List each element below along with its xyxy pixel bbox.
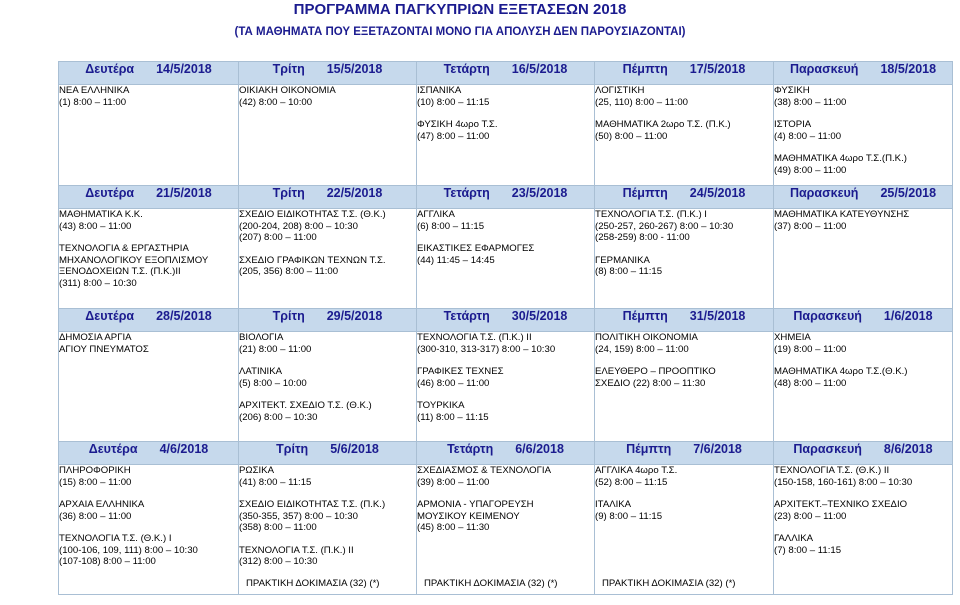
week-exams-row bbox=[59, 85, 953, 186]
subject-name: ΤΕΧΝΟΛΟΓΙΑ Τ.Σ. (Π.Κ.) Ι bbox=[595, 209, 707, 220]
exam-subject bbox=[239, 400, 416, 423]
week-exams-row bbox=[59, 332, 953, 442]
exam-schedule-table bbox=[58, 61, 953, 595]
day-header bbox=[774, 62, 953, 85]
week-exams-row bbox=[59, 465, 953, 595]
exam-subject bbox=[59, 533, 238, 568]
subject-detail: (5) 8:00 – 10:00 bbox=[239, 377, 307, 389]
exam-subject bbox=[59, 332, 238, 355]
subject-detail: (258-259) 8:00 - 11:00 bbox=[595, 232, 690, 243]
practical-test-note: ΠΡΑΚΤΙΚΗ ΔΟΚΙΜΑΣΙΑ (32) (*) bbox=[424, 577, 558, 589]
day-date: 24/5/2018 bbox=[689, 186, 746, 200]
subject-detail: (24, 159) 8:00 – 11:00 bbox=[595, 343, 689, 355]
exam-subject bbox=[417, 499, 594, 534]
exam-subject bbox=[595, 209, 773, 244]
day-date: 6/6/2018 bbox=[515, 442, 564, 456]
subject-detail: (39) 8:00 – 11:00 bbox=[417, 476, 490, 488]
subject-name: ΤΕΧΝΟΛΟΓΙΑ Τ.Σ. (Θ.Κ.) ΙΙ bbox=[774, 465, 890, 476]
exam-subject bbox=[595, 499, 773, 522]
day-date: 14/5/2018 bbox=[156, 62, 212, 76]
day-date: 21/5/2018 bbox=[156, 186, 212, 200]
subject-detail: (41) 8:00 – 11:15 bbox=[239, 476, 312, 488]
day-date: 15/5/2018 bbox=[326, 62, 383, 76]
subject-name: ΧΗΜΕΙΑ bbox=[774, 332, 811, 343]
page-title: ΠΡΟΓΡΑΜΜΑ ΠΑΓΚΥΠΡΙΩΝ ΕΞΕΤΑΣΕΩΝ 2018 bbox=[293, 1, 627, 18]
day-header bbox=[417, 309, 595, 332]
exam-subject bbox=[417, 400, 594, 423]
week-header-row bbox=[59, 442, 953, 465]
exam-subject bbox=[59, 243, 238, 289]
subject-detail: ΣΧΕΔΙΟ (22) 8:00 – 11:30 bbox=[595, 377, 706, 389]
subject-detail: (47) 8:00 – 11:00 bbox=[417, 130, 490, 142]
day-exams-cell bbox=[59, 85, 239, 186]
subject-detail: (7) 8:00 – 11:15 bbox=[774, 544, 842, 556]
exam-subject bbox=[595, 119, 773, 142]
subject-name: ΤΕΧΝΟΛΟΓΙΑ Τ.Σ. (Π.Κ.) ΙΙ bbox=[239, 544, 354, 556]
subject-name: ΛΑΤΙΝΙΚΑ bbox=[239, 366, 283, 377]
page-subtitle: (ΤΑ ΜΑΘΗΜΑΤΑ ΠΟΥ ΕΞΕΤΑΖΟΝΤΑΙ ΜΟΝΟ ΓΙΑ ΑΠΟΛΥΣΗ ΔΕΝ ΠΑΡΟΥΣΙΑΖΟΝΤΑΙ) bbox=[234, 26, 686, 38]
exam-subject bbox=[417, 119, 594, 142]
exam-subject bbox=[774, 85, 952, 108]
day-date: 17/5/2018 bbox=[689, 62, 746, 76]
subject-detail: (107-108) 8:00 – 11:00 bbox=[59, 556, 156, 567]
subject-detail: (19) 8:00 – 11:00 bbox=[774, 343, 847, 355]
exam-subject bbox=[417, 332, 594, 355]
day-name: Παρασκευή bbox=[793, 309, 862, 323]
day-date: 1/6/2018 bbox=[883, 309, 933, 323]
day-date: 23/5/2018 bbox=[511, 186, 568, 200]
day-date: 22/5/2018 bbox=[326, 186, 383, 200]
subject-name: ΙΣΠΑΝΙΚΑ bbox=[417, 85, 462, 96]
subject-name: ΤΟΥΡΚΙΚΑ bbox=[417, 400, 465, 411]
exam-subject bbox=[417, 465, 594, 488]
subject-name: ΠΛΗΡΟΦΟΡΙΚΗ bbox=[59, 465, 131, 476]
exam-subject bbox=[239, 465, 416, 488]
subject-name: ΑΓΓΛΙΚΑ bbox=[417, 209, 455, 220]
subject-name: ΜΑΘΗΜΑΤΙΚΑ ΚΑΤΕΥΘΥΝΣΗΣ bbox=[774, 209, 910, 220]
subject-detail: (9) 8:00 – 11:15 bbox=[595, 510, 663, 522]
day-name: Τρίτη bbox=[272, 62, 305, 76]
subject-detail: (4) 8:00 – 11:00 bbox=[774, 130, 842, 142]
exam-subject bbox=[774, 366, 952, 389]
subject-name: ΑΡΧΙΤΕΚΤ.–ΤΕΧΝΙΚΟ ΣΧΕΔΙΟ bbox=[774, 499, 908, 510]
day-exams-cell bbox=[774, 465, 953, 595]
subject-name: ΓΡΑΦΙΚΕΣ ΤΕΧΝΕΣ bbox=[417, 366, 504, 377]
day-exams-cell bbox=[239, 85, 417, 186]
subject-detail: (52) 8:00 – 11:15 bbox=[595, 476, 668, 488]
subject-detail: (311) 8:00 – 10:30 bbox=[59, 277, 137, 289]
subject-name: ΣΧΕΔΙΟ ΕΙΔΙΚΟΤΗΤΑΣ Τ.Σ. (Π.Κ.) bbox=[239, 499, 386, 510]
subject-detail: (23) 8:00 – 11:00 bbox=[774, 510, 847, 522]
day-header bbox=[59, 62, 239, 85]
day-header bbox=[59, 186, 239, 209]
day-date: 16/5/2018 bbox=[511, 62, 568, 76]
day-date: 18/5/2018 bbox=[880, 62, 937, 76]
subject-detail: (312) 8:00 – 10:30 bbox=[239, 556, 318, 567]
exam-subject bbox=[59, 499, 238, 522]
exam-subject bbox=[774, 119, 952, 142]
day-exams-cell bbox=[595, 332, 774, 442]
subject-name: ΕΙΚΑΣΤΙΚΕΣ ΕΦΑΡΜΟΓΕΣ bbox=[417, 243, 535, 254]
day-name: Παρασκευή bbox=[789, 186, 859, 200]
day-name: Τρίτη bbox=[272, 186, 305, 200]
day-header bbox=[239, 186, 417, 209]
day-exams-cell bbox=[417, 209, 595, 309]
day-exams-cell bbox=[774, 209, 953, 309]
subject-detail: (300-310, 313-317) 8:00 – 10:30 bbox=[417, 343, 556, 355]
day-name: Τρίτη bbox=[276, 442, 309, 456]
subject-detail: (46) 8:00 – 11:00 bbox=[417, 377, 490, 389]
day-exams-cell bbox=[239, 209, 417, 309]
day-exams-cell bbox=[774, 332, 953, 442]
subject-name: ΑΡΧΑΙΑ ΕΛΛΗΝΙΚΑ bbox=[59, 499, 145, 510]
day-date: 7/6/2018 bbox=[693, 442, 742, 456]
day-name: Πέμπτη bbox=[622, 62, 668, 76]
day-header bbox=[774, 309, 953, 332]
exam-subject bbox=[417, 366, 594, 389]
day-header bbox=[774, 442, 953, 465]
subject-detail: (100-106, 109, 111) 8:00 – 10:30 bbox=[59, 544, 198, 556]
subject-name: ΙΤΑΛΙΚΑ bbox=[595, 499, 632, 510]
day-header bbox=[239, 442, 417, 465]
subject-detail: (150-158, 160-161) 8:00 – 10:30 bbox=[774, 476, 913, 488]
day-date: 28/5/2018 bbox=[156, 309, 212, 323]
day-name: Δευτέρα bbox=[85, 309, 135, 323]
week-header-row bbox=[59, 309, 953, 332]
exam-subject bbox=[239, 499, 416, 534]
day-name: Τετάρτη bbox=[443, 309, 490, 323]
day-date: 8/6/2018 bbox=[883, 442, 933, 456]
day-name: Δευτέρα bbox=[88, 442, 138, 456]
subject-detail: (8) 8:00 – 11:15 bbox=[595, 266, 663, 277]
day-exams-cell bbox=[239, 465, 417, 595]
day-exams-cell bbox=[417, 332, 595, 442]
day-date: 30/5/2018 bbox=[511, 309, 568, 323]
practical-test-note: ΠΡΑΚΤΙΚΗ ΔΟΚΙΜΑΣΙΑ (32) (*) bbox=[246, 577, 380, 589]
exam-subject bbox=[59, 209, 238, 232]
subject-detail: (38) 8:00 – 11:00 bbox=[774, 96, 847, 108]
subject-name: ΜΑΘΗΜΑΤΙΚΑ 4ωρο Τ.Σ.(Π.Κ.) bbox=[774, 153, 907, 164]
subject-name: ΣΧΕΔΙΑΣΜΟΣ & ΤΕΧΝΟΛΟΓΙΑ bbox=[417, 465, 551, 476]
day-header bbox=[417, 442, 595, 465]
subject-name: ΔΗΜΟΣΙΑ ΑΡΓΙΑ bbox=[59, 332, 132, 343]
day-exams-cell bbox=[59, 465, 239, 595]
day-name: Τετάρτη bbox=[443, 62, 490, 76]
subject-name: ΝΕΑ ΕΛΛΗΝΙΚΑ bbox=[59, 85, 130, 96]
subject-name: ΙΣΤΟΡΙΑ bbox=[774, 119, 812, 130]
day-header bbox=[239, 62, 417, 85]
exam-subject bbox=[774, 209, 952, 232]
subject-detail: (50) 8:00 – 11:00 bbox=[595, 130, 668, 142]
subject-detail: (1) 8:00 – 11:00 bbox=[59, 96, 127, 108]
subject-detail: (250-257, 260-267) 8:00 – 10:30 bbox=[595, 220, 734, 232]
exam-subject bbox=[774, 465, 952, 488]
day-header bbox=[595, 186, 774, 209]
exam-subject bbox=[239, 255, 416, 278]
subject-name: ΣΧΕΔΙΟ ΕΙΔΙΚΟΤΗΤΑΣ Τ.Σ. (Θ.Κ.) bbox=[239, 209, 386, 220]
subject-name: ΡΩΣΙΚΑ bbox=[239, 465, 274, 476]
subject-detail: (10) 8:00 – 11:15 bbox=[417, 96, 490, 108]
subject-detail: (350-355, 357) 8:00 – 10:30 bbox=[239, 510, 358, 522]
practical-test-note: ΠΡΑΚΤΙΚΗ ΔΟΚΙΜΑΣΙΑ (32) (*) bbox=[602, 577, 736, 589]
subject-name: ΛΟΓΙΣΤΙΚΗ bbox=[595, 85, 645, 96]
exam-subject bbox=[417, 85, 594, 108]
subject-detail: (48) 8:00 – 11:00 bbox=[774, 377, 847, 389]
exam-subject bbox=[59, 465, 238, 488]
day-header bbox=[239, 309, 417, 332]
exam-subject bbox=[595, 465, 773, 488]
week-exams-row bbox=[59, 209, 953, 309]
subject-detail: (36) 8:00 – 11:00 bbox=[59, 510, 132, 522]
subject-name: ΤΕΧΝΟΛΟΓΙΑ Τ.Σ. (Π.Κ.) ΙΙ bbox=[417, 332, 532, 343]
subject-detail: (42) 8:00 – 10:00 bbox=[239, 96, 313, 108]
day-name: Παρασκευή bbox=[789, 62, 859, 76]
exam-subject bbox=[239, 85, 416, 108]
subject-name: ΦΥΣΙΚΗ bbox=[774, 85, 810, 96]
subject-detail: ΜΗΧΑΝΟΛΟΓΙΚΟΥ ΕΞΟΠΛΙΣΜΟΥ bbox=[59, 254, 209, 266]
subject-name: ΟΙΚΙΑΚΗ ΟΙΚΟΝΟΜΙΑ bbox=[239, 85, 336, 96]
exam-subject bbox=[774, 153, 952, 176]
exam-subject bbox=[774, 332, 952, 355]
subject-detail: (207) 8:00 – 11:00 bbox=[239, 232, 317, 243]
subject-name: ΜΑΘΗΜΑΤΙΚΑ 2ωρο Τ.Σ. (Π.Κ.) bbox=[595, 119, 731, 130]
exam-subject bbox=[595, 366, 773, 389]
day-date: 25/5/2018 bbox=[880, 186, 937, 200]
subject-detail: (37) 8:00 – 11:00 bbox=[774, 220, 847, 232]
subject-detail: (15) 8:00 – 11:00 bbox=[59, 476, 132, 488]
subject-detail: (45) 8:00 – 11:30 bbox=[417, 522, 490, 533]
day-date: 29/5/2018 bbox=[326, 309, 383, 323]
subject-detail: ΜΟΥΣΙΚΟΥ ΚΕΙΜΕΝΟΥ bbox=[417, 510, 520, 522]
exam-subject bbox=[417, 243, 594, 266]
day-exams-cell bbox=[59, 332, 239, 442]
day-name: Πέμπτη bbox=[626, 442, 672, 456]
day-exams-cell bbox=[774, 85, 953, 186]
day-date: 31/5/2018 bbox=[689, 309, 746, 323]
subject-detail: (11) 8:00 – 11:15 bbox=[417, 411, 489, 423]
subject-name: ΤΕΧΝΟΛΟΓΙΑ & ΕΡΓΑΣΤΗΡΙΑ bbox=[59, 243, 189, 254]
subject-detail: (6) 8:00 – 11:15 bbox=[417, 220, 485, 232]
exam-subject bbox=[595, 85, 773, 108]
day-header bbox=[595, 442, 774, 465]
subject-detail: ΑΓΙΟΥ ΠΝΕΥΜΑΤΟΣ bbox=[59, 343, 149, 355]
exam-subject bbox=[239, 545, 416, 568]
day-date: 5/6/2018 bbox=[330, 442, 379, 456]
day-name: Πέμπτη bbox=[622, 309, 668, 323]
day-header bbox=[417, 186, 595, 209]
day-name: Τρίτη bbox=[272, 309, 305, 323]
subject-name: ΒΙΟΛΟΓΙΑ bbox=[239, 332, 284, 343]
subject-detail: ΞΕΝΟΔΟΧΕΙΩΝ Τ.Σ. (Π.Κ.)ΙΙ bbox=[59, 266, 181, 277]
day-header bbox=[59, 309, 239, 332]
day-name: Τετάρτη bbox=[443, 186, 490, 200]
day-exams-cell bbox=[417, 465, 595, 595]
day-exams-cell bbox=[59, 209, 239, 309]
subject-name: ΓΕΡΜΑΝΙΚΑ bbox=[595, 254, 650, 266]
day-date: 4/6/2018 bbox=[159, 442, 209, 456]
day-header bbox=[774, 186, 953, 209]
subject-name: ΜΑΘΗΜΑΤΙΚΑ Κ.Κ. bbox=[59, 209, 143, 220]
day-name: Δευτέρα bbox=[85, 186, 135, 200]
subject-name: ΦΥΣΙΚΗ 4ωρο Τ.Σ. bbox=[417, 119, 498, 130]
subject-name: ΓΑΛΛΙΚΑ bbox=[774, 533, 814, 544]
subject-detail: (358) 8:00 – 11:00 bbox=[239, 522, 317, 533]
subject-detail: (205, 356) 8:00 – 11:00 bbox=[239, 266, 339, 277]
exam-subject bbox=[595, 332, 773, 355]
subject-detail: (25, 110) 8:00 – 11:00 bbox=[595, 96, 688, 108]
exam-subject bbox=[239, 366, 416, 389]
exam-subject bbox=[239, 209, 416, 244]
subject-detail: (49) 8:00 – 11:00 bbox=[774, 164, 847, 176]
subject-name: ΑΡΜΟΝΙΑ - ΥΠΑΓΟΡΕΥΣΗ bbox=[417, 499, 534, 510]
subject-name: ΣΧΕΔΙΟ ΓΡΑΦΙΚΩΝ ΤΕΧΝΩΝ Τ.Σ. bbox=[239, 254, 386, 266]
exam-subject bbox=[239, 332, 416, 355]
subject-name: ΑΡΧΙΤΕΚΤ. ΣΧΕΔΙΟ Τ.Σ. (Θ.Κ.) bbox=[239, 400, 372, 411]
exam-subject bbox=[774, 533, 952, 556]
exam-subject bbox=[595, 255, 773, 278]
subject-name: ΠΟΛΙΤΙΚΗ ΟΙΚΟΝΟΜΙΑ bbox=[595, 332, 698, 343]
week-header-row bbox=[59, 62, 953, 85]
day-header bbox=[595, 309, 774, 332]
subject-detail: (44) 11:45 – 14:45 bbox=[417, 254, 495, 266]
week-header-row bbox=[59, 186, 953, 209]
subject-name: ΑΓΓΛΙΚΑ 4ωρο Τ.Σ. bbox=[595, 465, 678, 476]
day-name: Παρασκευή bbox=[793, 442, 862, 456]
day-header bbox=[59, 442, 239, 465]
day-exams-cell bbox=[595, 209, 774, 309]
day-name: Τετάρτη bbox=[447, 442, 494, 456]
day-name: Πέμπτη bbox=[622, 186, 668, 200]
exam-subject bbox=[774, 499, 952, 522]
day-header bbox=[595, 62, 774, 85]
day-exams-cell bbox=[239, 332, 417, 442]
day-exams-cell bbox=[595, 85, 774, 186]
subject-detail: (43) 8:00 – 11:00 bbox=[59, 220, 132, 232]
subject-name: ΤΕΧΝΟΛΟΓΙΑ Τ.Σ. (Θ.Κ.) Ι bbox=[59, 533, 172, 544]
day-exams-cell bbox=[417, 85, 595, 186]
exam-subject bbox=[417, 209, 594, 232]
exam-subject bbox=[59, 85, 238, 108]
day-header bbox=[417, 62, 595, 85]
subject-detail: (200-204, 208) 8:00 – 10:30 bbox=[239, 220, 358, 232]
subject-detail: (206) 8:00 – 10:30 bbox=[239, 411, 318, 423]
subject-name: ΜΑΘΗΜΑΤΙΚΑ 4ωρο Τ.Σ.(Θ.Κ.) bbox=[774, 366, 908, 377]
subject-detail: (21) 8:00 – 11:00 bbox=[239, 343, 312, 355]
day-exams-cell bbox=[595, 465, 774, 595]
day-name: Δευτέρα bbox=[85, 62, 135, 76]
subject-name: ΕΛΕΥΘΕΡΟ – ΠΡΟΟΠΤΙΚΟ bbox=[595, 366, 716, 377]
